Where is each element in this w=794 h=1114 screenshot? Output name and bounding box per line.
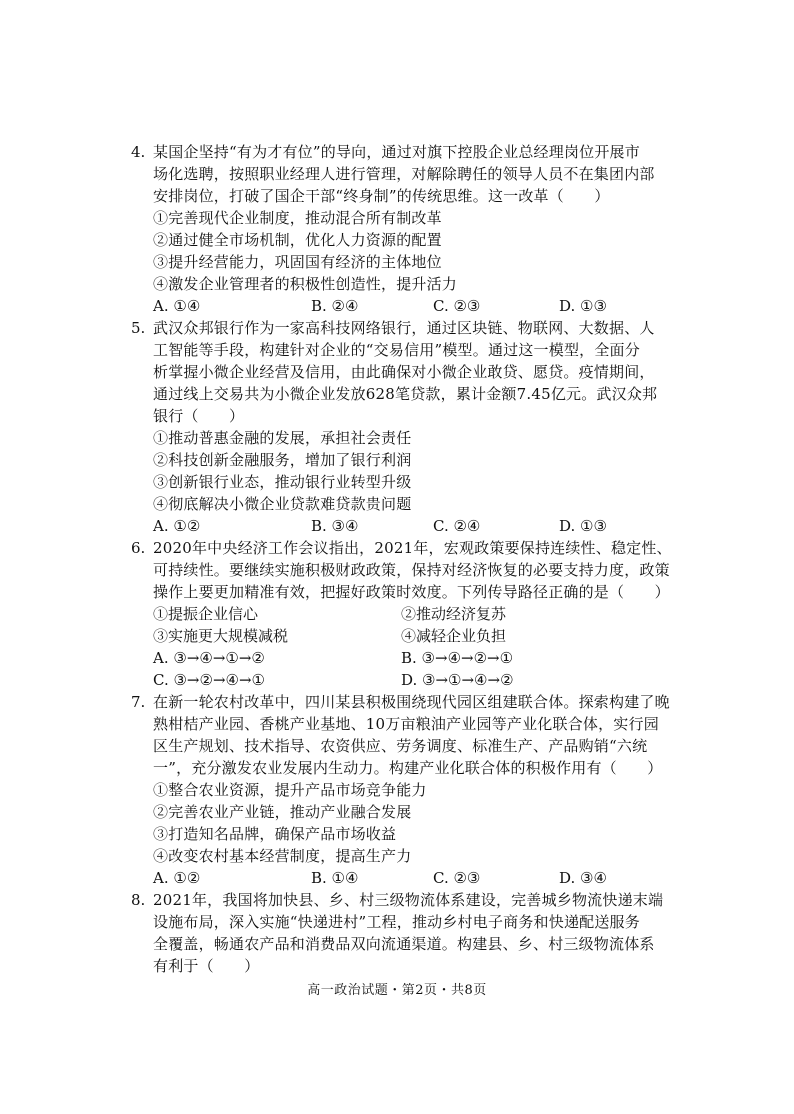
page-footer: 高一政治试题・第2页・共8页	[307, 983, 487, 998]
answer-choices	[131, 515, 681, 537]
question-stem-line: 武汉众邦银行作为一家高科技网络银行，通过区块链、物联网、大数据、人	[153, 319, 655, 337]
statement-option: ④改变农村基本经营制度，提高生产力	[153, 847, 412, 865]
choice-a: A. ①②	[153, 517, 201, 535]
choice-b: B. ③→④→②→①	[401, 649, 514, 667]
choice-b: B. ③④	[311, 517, 359, 535]
question-stem-line: 熟柑桔产业园、香桃产业基地、10万亩粮油产业园等产业化联合体，实行园	[153, 715, 659, 733]
statement-option-row	[131, 625, 681, 647]
choice-c: C. ②④	[433, 517, 481, 535]
choice-c: C. ②③	[433, 869, 481, 887]
question-stem-line: 2021年，我国将加快县、乡、村三级物流体系建设，完善城乡物流快递末端	[153, 891, 664, 909]
choice-d: D. ③④	[559, 869, 607, 887]
question-number: 7.	[131, 693, 146, 711]
statement-option: ①提振企业信心	[153, 605, 259, 623]
question-stem-line: 全覆盖，畅通农产品和消费品双向流通渠道。构建县、乡、村三级物流体系	[153, 935, 655, 953]
choice-d: D. ①③	[559, 297, 607, 315]
question-stem-line: 某国企坚持“有为才有位”的导向，通过对旗下控股企业总经理岗位开展市	[153, 143, 640, 161]
choice-b: B. ①④	[311, 869, 359, 887]
statement-option: ③实施更大规模减税	[153, 627, 289, 645]
choice-c: C. ③→②→④→①	[153, 671, 265, 689]
statement-option: ④彻底解决小微企业贷款难贷款贵问题	[153, 495, 412, 513]
choice-a: A. ③→④→①→②	[153, 649, 265, 667]
choice-a: A. ①②	[153, 869, 201, 887]
statement-option: ①推动普惠金融的发展，承担社会责任	[153, 429, 412, 447]
question-stem-line: 工智能等手段，构建针对企业的“交易信用”模型。通过这一模型，全面分	[153, 341, 640, 359]
question-stem-line: 析掌握小微企业经营及信用，由此确保对小微企业敢贷、愿贷。疫情期间，	[153, 363, 655, 381]
question-stem-line: 2020年中央经济工作会议指出，2021年，宏观政策要保持连续性、稳定性、	[153, 539, 672, 557]
statement-option: ③提升经营能力，巩固国有经济的主体地位	[153, 253, 442, 271]
question-stem-line: 一”，充分激发农业发展内生动力。构建产业化联合体的积极作用有（ ）	[153, 759, 663, 777]
statement-option: ④减轻企业负担	[401, 627, 507, 645]
question-stem-line: 可持续性。要继续实施积极财政政策，保持对经济恢复的必要支持力度，政策	[153, 561, 670, 579]
choice-d: D. ③→①→④→②	[401, 671, 514, 689]
question-stem-line: 设施布局，深入实施“快递进村”工程，推动乡村电子商务和快递配送服务	[153, 913, 640, 931]
statement-option: ①整合农业资源，提升产品市场竞争能力	[153, 781, 427, 799]
statement-option-row	[131, 603, 681, 625]
statement-option: ③创新银行业态，推动银行业转型升级	[153, 473, 412, 491]
answer-choices	[131, 647, 681, 669]
question-stem-line: 有利于（ ）	[153, 957, 260, 975]
choice-d: D. ①③	[559, 517, 607, 535]
statement-option: ③打造知名品牌，确保产品市场收益	[153, 825, 397, 843]
question-number: 6.	[131, 539, 146, 557]
choice-c: C. ②③	[433, 297, 481, 315]
question-stem-line: 场化选聘，按照职业经理人进行管理，对解除聘任的领导人员不在集团内部	[153, 165, 655, 183]
question-number: 5.	[131, 319, 146, 337]
question-stem-line: 在新一轮农村改革中，四川某县积极围绕现代园区组建联合体。探索构建了晚	[153, 693, 670, 711]
question-number: 4.	[131, 143, 146, 161]
answer-choices	[131, 295, 681, 317]
question-stem-line: 操作上要更加精准有效，把握好政策时效度。下列传导路径正确的是（ ）	[153, 583, 670, 601]
statement-option: ②推动经济复苏	[401, 605, 507, 623]
choice-a: A. ①④	[153, 297, 201, 315]
statement-option: ②科技创新金融服务，增加了银行利润	[153, 451, 412, 469]
question-stem-line: 区生产规划、技术指导、农资供应、劳务调度、标准生产、产品购销“六统	[153, 737, 648, 755]
question-stem-line: 安排岗位，打破了国企干部“终身制”的传统思维。这一改革（ ）	[153, 187, 610, 205]
question-number: 8.	[131, 891, 146, 909]
statement-option: ①完善现代企业制度，推动混合所有制改革	[153, 209, 442, 227]
statement-option: ④激发企业管理者的积极性创造性，提升活力	[153, 275, 458, 293]
statement-option: ②通过健全市场机制，优化人力资源的配置	[153, 231, 442, 249]
answer-choices	[131, 669, 681, 691]
question-stem-line: 通过线上交易共为小微企业发放628笔贷款，累计金额7.45亿元。武汉众邦	[153, 385, 658, 403]
choice-b: B. ②④	[311, 297, 359, 315]
question-stem-line: 银行（ ）	[153, 407, 245, 425]
statement-option: ②完善农业产业链，推动产业融合发展	[153, 803, 412, 821]
answer-choices	[131, 867, 681, 889]
